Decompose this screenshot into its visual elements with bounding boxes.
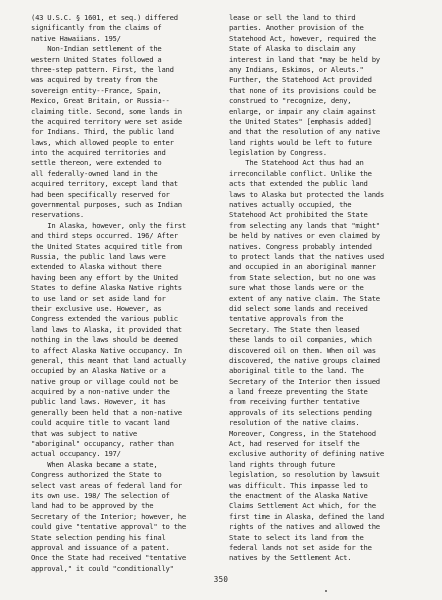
text-line: all federally-owned land in the — [31, 168, 158, 178]
text-line: tentative approvals from the — [229, 314, 344, 324]
text-line: native group or village could not be — [31, 376, 178, 386]
text-line: State selection pending his final — [31, 532, 166, 542]
text-line: native Hawaiians. 195/ — [31, 33, 121, 43]
text-line: natives. Congress probably intended — [229, 241, 372, 251]
text-line: general, this meant that land actually — [31, 355, 186, 365]
text-line: to protect lands that the natives used — [229, 251, 384, 261]
text-line: the United States" [emphasis added] — [229, 116, 372, 126]
text-line: rights of the natives and allowed the — [229, 522, 380, 532]
text-line: State to select its land from the — [229, 532, 364, 542]
text-line: select vast areas of federal land for — [31, 480, 182, 490]
text-line: first time in Alaska, defined the land — [229, 511, 384, 521]
text-line: Congress extended the various public — [31, 314, 178, 324]
text-line: acquired by a non-native under the — [31, 387, 170, 397]
text-line: was acquired by treaty from the — [31, 75, 158, 85]
text-line: Non-Indian settlement of the — [31, 44, 162, 54]
text-line: lease or sell the land to third — [229, 13, 356, 22]
text-line: nothing in the laws should be deemed — [31, 335, 178, 345]
text-line: was difficult. This impasse led to — [229, 480, 368, 490]
text-line: claiming title. Second, some lands in — [31, 106, 182, 116]
text-line: parties. Another provision of the — [229, 23, 364, 33]
text-line: any Indians, Eskimos, or Aleuts." — [229, 64, 364, 74]
text-line: Claims Settlement Act which, for the — [229, 501, 376, 511]
text-line: Russia, the public land laws were — [31, 251, 166, 261]
text-line: Statehood Act, however, required the — [229, 33, 376, 43]
text-line: and occupied in an aboriginal manner — [229, 262, 376, 272]
text-line: discovered, the native groups claimed — [229, 355, 380, 365]
text-line: western United States followed a — [31, 54, 162, 64]
text-line: land rights would be left to future — [229, 137, 372, 147]
text-line: construed to "recognize, deny, — [229, 96, 352, 106]
scan-speck — [325, 590, 327, 592]
text-line: resolution of the native claims. — [229, 418, 360, 428]
text-line: land had to be approved by the — [31, 501, 154, 511]
text-line: The Statehood Act thus had an — [229, 158, 364, 168]
text-line: and that the resolution of any native — [229, 127, 380, 137]
page-number: 350 — [213, 575, 229, 584]
text-line: Once the State had received "tentative — [31, 553, 186, 563]
text-line: its own use. 198/ The selection of — [31, 490, 170, 500]
text-line: land laws to Alaska, it provided that — [31, 324, 182, 334]
text-line: acquired territory, except land that — [31, 179, 178, 189]
text-line: the enactment of the Alaska Native — [229, 490, 368, 500]
text-line: their exclusive use. However, as — [31, 303, 162, 313]
text-line: that none of its provisions could be — [229, 85, 376, 95]
text-line: these lands to oil companies, which — [229, 335, 372, 345]
text-line: settle thereon, were extended to — [31, 158, 162, 168]
text-line: from receiving further tentative — [229, 397, 360, 407]
text-line: When Alaska became a state, — [31, 459, 158, 469]
text-line: from State selection, but no one was — [229, 272, 376, 282]
text-line: extent of any native claim. The State — [229, 293, 380, 303]
text-line: legislation, so resolution by lawsuit — [229, 470, 380, 480]
text-line: from selecting any lands that "might" — [229, 220, 380, 230]
text-line: approval and issuance of a patent. — [31, 542, 170, 552]
text-line: a land freeze preventing the State — [229, 387, 368, 397]
text-line: approval," it could "conditionally" — [31, 563, 174, 573]
text-line: federal lands not set aside for the — [229, 542, 372, 552]
text-line: aboriginal title to the land. The — [229, 366, 364, 376]
text-line: occupied by an Alaska Native or a — [31, 366, 166, 376]
text-line: for Indians. Third, the public land — [31, 127, 174, 137]
text-line: acts that extended the public land — [229, 179, 368, 189]
text-line: could acquire title to vacant land — [31, 418, 170, 428]
text-line: actual occupancy. 197/ — [31, 449, 121, 459]
text-line: public land laws. However, it has — [31, 397, 166, 407]
left-column — [31, 13, 231, 574]
text-line: sure what those lands were or the — [229, 283, 364, 293]
text-line: sovereign entity--France, Spain, — [31, 85, 162, 95]
text-line: into the acquired territories and — [31, 148, 166, 158]
text-line: Secretary. The State then leased — [229, 324, 360, 334]
text-line: could give "tentative approval" to the — [31, 522, 186, 532]
text-line: exclusive authority of defining native — [229, 449, 384, 459]
text-line: Congress authorized the State to — [31, 470, 162, 480]
text-line: Statehood Act prohibited the State — [229, 210, 368, 220]
text-line: State of Alaska to disclaim any — [229, 44, 356, 54]
text-line: generally been held that a non-native — [31, 407, 182, 417]
text-line: did select some lands and received — [229, 303, 368, 313]
text-line: reservations. — [31, 210, 85, 220]
text-line: to affect Alaska Native occupancy. In — [31, 345, 182, 355]
text-line: interest in land that "may be held by — [229, 54, 380, 64]
text-line: Moreover, Congress, in the Statehood — [229, 428, 376, 438]
text-line: three-step pattern. First, the land — [31, 64, 174, 74]
text-line: significantly from the claims of — [31, 23, 162, 33]
text-line: natives actually occupied, the — [229, 200, 352, 210]
right-column — [229, 13, 429, 564]
text-line: discovered oil on them. When oil was — [229, 345, 376, 355]
text-line: the United States acquired title from — [31, 241, 182, 251]
text-line: irreconcilable conflict. Unlike the — [229, 168, 372, 178]
text-line: be held by natives or even claimed by — [229, 231, 380, 241]
text-line: governmental purposes, such as Indian — [31, 200, 182, 210]
text-line: approvals of its selections pending — [229, 407, 372, 417]
text-line: "aboriginal" occupancy, rather than — [31, 439, 174, 449]
text-line: that was subject to native — [31, 428, 138, 438]
text-line: land rights through future — [229, 459, 336, 469]
text-line: Mexico, Great Britain, or Russia-- — [31, 96, 170, 106]
text-line: having been any effort by the United — [31, 272, 178, 282]
text-line: the acquired territory were set aside — [31, 116, 182, 126]
text-line: extended to Alaska without there — [31, 262, 162, 272]
text-line: legislation by Congress. — [229, 148, 327, 158]
text-line: laws to Alaska but protected the lands — [229, 189, 384, 199]
text-line: Secretary of the Interior then issued — [229, 376, 380, 386]
text-line: States to define Alaska Native rights — [31, 283, 182, 293]
text-line: to use land or set aside land for — [31, 293, 166, 303]
text-line: laws, which allowed people to enter — [31, 137, 174, 147]
text-line: Further, the Statehood Act provided — [229, 75, 372, 85]
text-line: had been specifically reserved for — [31, 189, 170, 199]
text-line: Act, had reserved for itself the — [229, 439, 360, 449]
text-line: enlarge, or impair any claim against — [229, 106, 376, 116]
text-line: Secretary of the Interior; however, he — [31, 511, 186, 521]
text-line: natives by the Settlement Act. — [229, 553, 352, 563]
text-line: and third steps occurred. 196/ After — [31, 231, 178, 241]
text-line: In Alaska, however, only the first — [31, 220, 186, 230]
text-line: (43 U.S.C. § 1601, et seq.) differed — [31, 13, 178, 22]
